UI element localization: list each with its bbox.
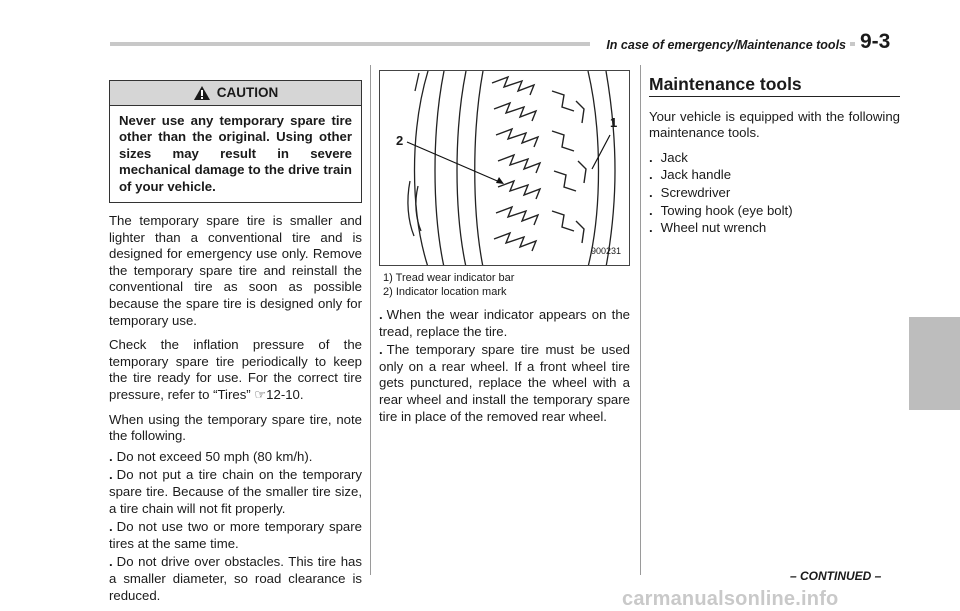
- list-item: [649, 167, 900, 184]
- bullet-text: Do not exceed 50 mph (80 km/h).: [116, 448, 313, 464]
- list-item: [379, 342, 630, 425]
- bullet-icon: .: [109, 467, 113, 483]
- bullet-icon: .: [649, 167, 653, 183]
- figure-caption: [383, 271, 630, 299]
- caution-header: [110, 81, 361, 106]
- caption-line: 2) Indicator location mark: [383, 286, 507, 298]
- list-item: [649, 185, 900, 202]
- list-item: [109, 554, 362, 604]
- paragraph: Check the inflation pressure of the temporary spare tire periodically to keep the tire ready for use. For the correct tire pressure, refer to “Tires” ☞12-10.: [109, 337, 362, 402]
- middle-column: [379, 70, 630, 427]
- bullet-text: Do not drive over obstacles. This tire has a smaller diameter, so road clearance is reduced.: [109, 554, 362, 603]
- bullet-text: The temporary spare tire must be used only on a rear wheel. If a front wheel tire gets punctured, replace the wheel with a rear wheel and install the temporary spare tire in place of the removed rear wheel.: [379, 342, 630, 424]
- tire-tread-illustration: [380, 71, 630, 266]
- caution-text: Never use any temporary spare tire other than the original. Using other sizes may result in severe mechanical damage to the drive train of your vehicle.: [119, 113, 352, 194]
- tool-name: Jack handle: [660, 167, 732, 183]
- bullet-icon: .: [649, 202, 653, 218]
- paragraph: When using the temporary spare tire, note the following.: [109, 411, 362, 444]
- tire-tread-figure: [379, 70, 630, 266]
- maintenance-tools-heading: Maintenance tools: [649, 76, 900, 97]
- watermark[interactable]: carmanualsonline.info: [622, 588, 839, 610]
- column-divider: [640, 65, 641, 575]
- chapter-tab: [909, 317, 960, 410]
- list-item: [649, 220, 900, 237]
- bullet-icon: .: [379, 307, 383, 322]
- caution-heading: CAUTION: [216, 84, 279, 100]
- tool-name: Towing hook (eye bolt): [660, 202, 793, 218]
- paragraph: The temporary spare tire is smaller and lighter than a conventional tire and is designed for emergency use only. Remove the temporary spare tire and reinstall the conventional tire as soon as possible because the spare tire is designed only for temporary use.: [109, 213, 362, 328]
- bullet-icon: .: [109, 554, 113, 570]
- caution-box: [109, 80, 362, 203]
- bullet-icon: .: [109, 519, 113, 535]
- warning-icon: [193, 85, 211, 101]
- column-divider: [370, 65, 371, 575]
- caption-line: 1) Tread wear indicator bar: [383, 272, 515, 284]
- list-item: [649, 203, 900, 220]
- figure-code: 900231: [590, 246, 621, 257]
- callout-2: 2: [396, 133, 404, 148]
- bullet-icon: .: [649, 149, 653, 165]
- section-title: In case of emergency/Maintenance tools: [590, 38, 850, 52]
- tool-name: Wheel nut wrench: [660, 220, 767, 236]
- callout-1: 1: [610, 115, 618, 130]
- continued-label: – CONTINUED –: [790, 569, 882, 583]
- list-item: [109, 519, 362, 552]
- right-column: [649, 70, 900, 238]
- left-column: [109, 70, 362, 606]
- list-item: [649, 150, 900, 167]
- bullet-text: Do not use two or more temporary spare tires at the same time.: [109, 519, 362, 551]
- bullet-icon: .: [649, 184, 653, 200]
- list-item: [109, 467, 362, 517]
- bullet-text: Do not put a tire chain on the temporary spare tire. Because of the smaller tire size, a tire chain will not fit properly.: [109, 467, 362, 516]
- tool-name: Screwdriver: [660, 184, 731, 200]
- list-item: [379, 307, 630, 340]
- bullet-icon: .: [109, 448, 113, 464]
- tool-name: Jack: [660, 149, 688, 165]
- paragraph: Your vehicle is equipped with the following maintenance tools.: [649, 108, 900, 141]
- page-number: 9-3: [860, 30, 891, 53]
- bullet-icon: .: [649, 220, 653, 236]
- bullet-icon: .: [379, 342, 383, 358]
- bullet-text: When the wear indicator appears on the tread, replace the tire.: [379, 307, 630, 339]
- list-item: [109, 449, 362, 466]
